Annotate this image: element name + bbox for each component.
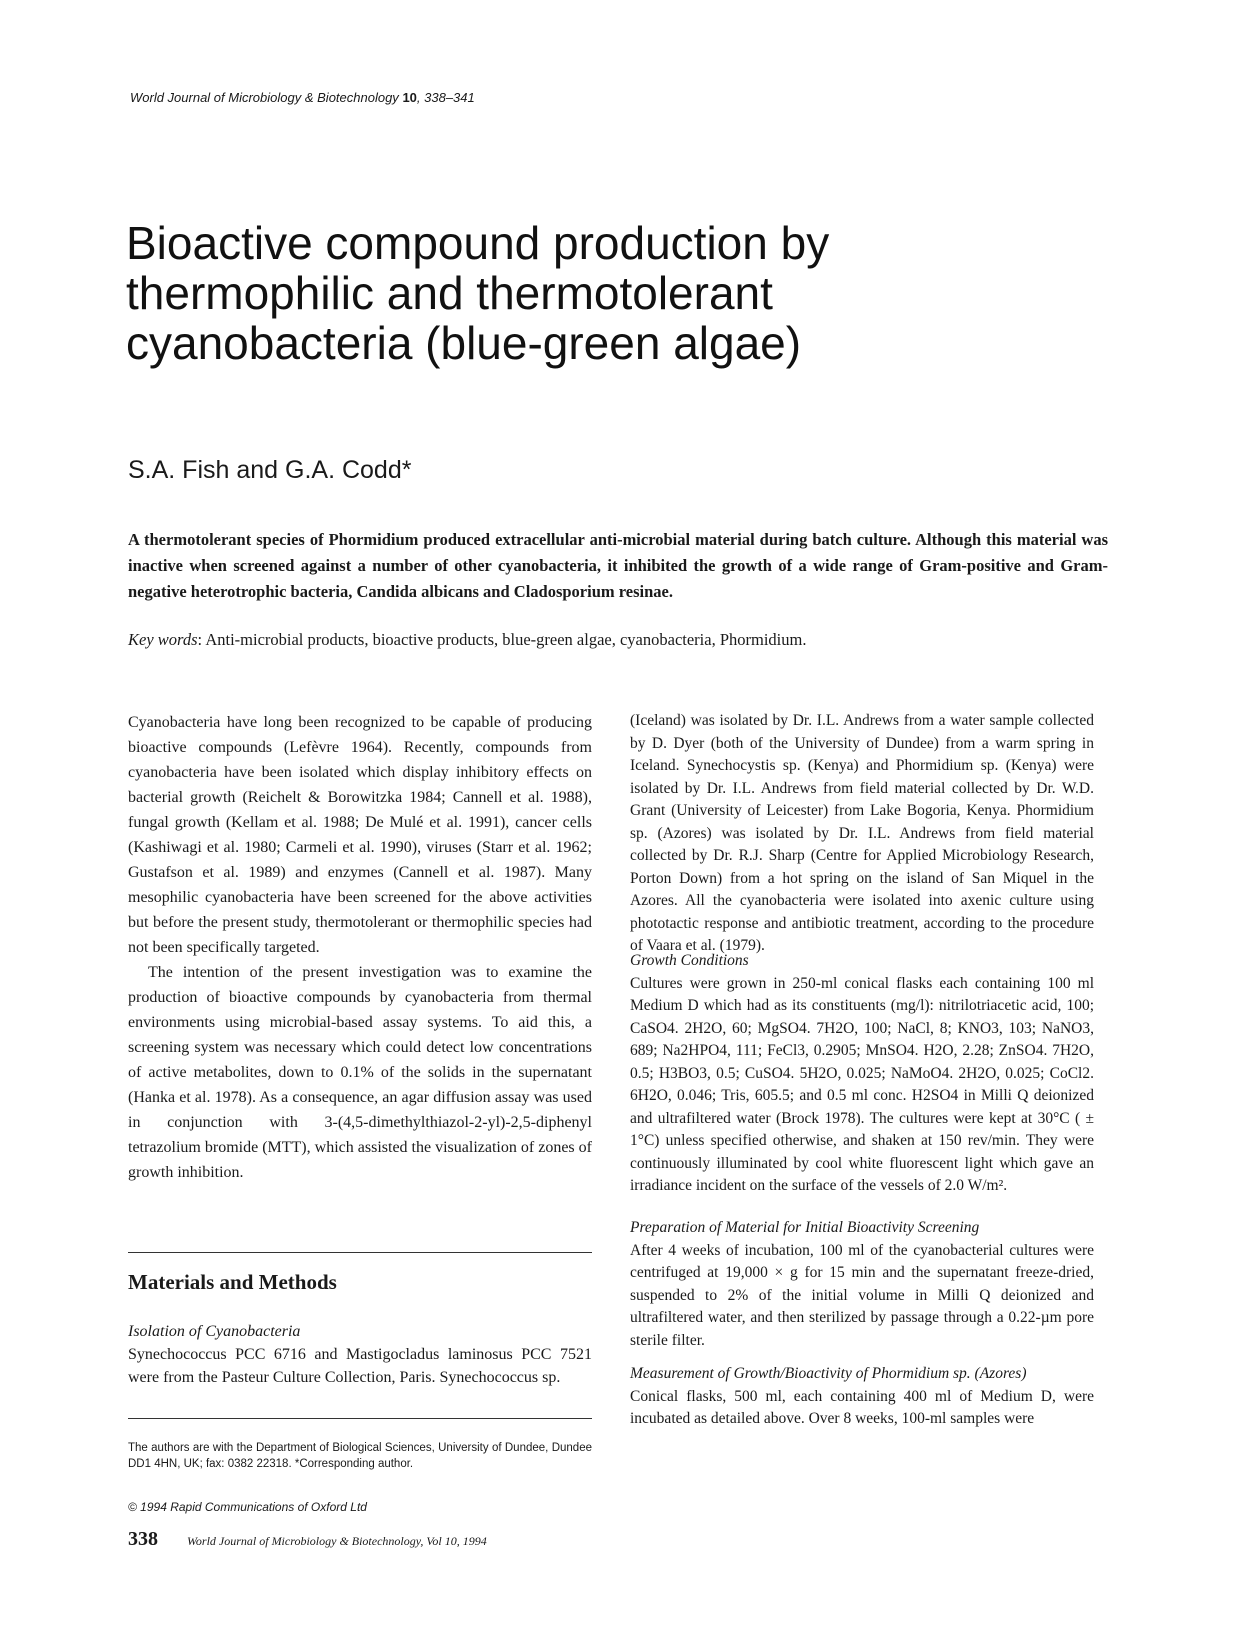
footer-journal-line: World Journal of Microbiology & Biotechnology, Vol 10, 1994: [187, 1534, 487, 1548]
intro-paragraph-1: Cyanobacteria have long been recognized to be capable of producing bioactive compounds (Lefèvre 1964). Recently, compounds from cyanobacteria have been isolated which display inhibitory effects on bacterial growth (Reichelt & Borowitzka 1984; Cannell et al. 1988), fungal growth (Kellam et al. 1988; De Mulé et al. 1991), cancer cells (Kashiwagi et al. 1980; Carmeli et al. 1990), viruses (Starr et al. 1962; Gustafson et al. 1989) and enzymes (Cannell et al. 1987). Many mesophilic cyanobacteria have been screened for the above activities but before the present study, thermotolerant or thermophilic species had not been specifically targeted.: [128, 714, 592, 956]
journal-pages: 338–341: [424, 90, 475, 105]
isolation-continued: (Iceland) was isolated by Dr. I.L. Andrews from a water sample collected by D. Dyer (both of the University of Dundee) from a warm spring in Iceland. Synechocystis sp. (Kenya) and Phormidium sp. (Kenya) were isolated by Dr. I.L. Andrews from field material collected by Dr. W.D. Grant (University of Leicester) from Lake Bogoria, Kenya. Phormidium sp. (Azores) was isolated by Dr. I.L. Andrews from field material collected by Dr. R.J. Sharp (Centre for Applied Microbiology Research, Porton Down) from a hot spring on the island of San Miquel in the Azores. All the cyanobacteria were isolated into axenic culture using phototactic response and antibiotic treatment, according to the procedure of Vaara et al. (1979).: [630, 712, 1094, 954]
measure-block: [630, 1363, 1094, 1431]
measurement-text: Conical flasks, 500 ml, each containing 400 ml of Medium D, were incubated as detailed above. Over 8 weeks, 100-ml samples were: [630, 1387, 1094, 1427]
isolation-block: [128, 1320, 592, 1389]
author-affiliation: The authors are with the Department of Biological Sciences, University of Dundee, Dundee DD1 4HN, UK; fax: 0382 22318. *Corresponding author.: [128, 1442, 592, 1470]
subheading-preparation: Preparation of Material for Initial Bioactivity Screening: [630, 1219, 980, 1236]
authors: S.A. Fish and G.A. Codd*: [128, 456, 412, 484]
left-column: [128, 710, 592, 1185]
isolation-text: Synechococcus PCC 6716 and Mastigocladus laminosus PCC 7521 were from the Pasteur Culture Collection, Paris. Synechococcus sp.: [128, 1346, 592, 1386]
journal-name: World Journal of Microbiology & Biotechnology: [130, 90, 399, 105]
growth-text: Cultures were grown in 250-ml conical flasks each containing 100 ml Medium D which had as its constituents (mg/l): nitrilotriacetic acid, 100; CaSO4. 2H2O, 60; MgSO4. 7H2O, 100; NaCl, 8; KNO3, 103; NaNO3, 689; Na2HPO4, 111; FeCl3, 0.2905; MnSO4. H2O, 2.28; ZnSO4. 7H2O, 0.5; H3BO3, 0.5; CuSO4. 5H2O, 0.025; NaMoO4. 2H2O, 0.025; CoCl2. 6H2O, 0.046; Tris, 605.5; and 0.5 ml conc. H2SO4 in Milli Q deionized and ultrafiltered water (Brock 1978). The cultures were kept at 30°C ( ± 1°C) unless specified otherwise, and shaken at 150 rev/min. They were continuously illuminated by cool white fluorescent light which gave an irradiance incident on the surface of the vessels of 2.0 W/m².: [630, 974, 1094, 1194]
section-divider: [128, 1252, 592, 1253]
journal-volume: 10: [402, 90, 417, 105]
subheading-isolation: Isolation of Cyanobacteria: [128, 1323, 301, 1340]
footnote-divider: [128, 1418, 592, 1419]
isolation-continued-block: [630, 710, 1094, 958]
keywords-label: Key words: [128, 630, 198, 649]
preparation-text: After 4 weeks of incubation, 100 ml of the cyanobacterial cultures were centrifuged at 19,000 × g for 15 min and the supernatant freeze-dried, suspended to 2% of the initial volume in Milli Q deionized and ultrafiltered water, and then sterilized by passage through a 0.22-µm pore sterile filter.: [630, 1241, 1094, 1349]
keywords-text: Anti-microbial products, bioactive products, blue-green algae, cyanobacteria, Phormidium.: [205, 630, 807, 649]
intro-paragraph-2: The intention of the present investigation was to examine the production of bioactive compounds by cyanobacteria from thermal environments using microbial-based assay systems. To aid this, a screening system was necessary which could detect low concentrations of active metabolites, down to 0.1% of the solids in the supernatant (Hanka et al. 1978). As a consequence, an agar diffusion assay was used in conjunction with 3-(4,5-dimethylthiazol-2-yl)-2,5-diphenyl tetrazolium bromide (MTT), which assisted the visualization of zones of growth inhibition.: [128, 964, 592, 1181]
subheading-growth: Growth Conditions: [630, 952, 749, 969]
running-head: World Journal of Microbiology & Biotechnology 10, 338–341: [130, 90, 475, 105]
article-title: Bioactive compound production by thermophilic and thermotolerant cyanobacteria (blue-green algae): [126, 217, 830, 369]
page-number: 338: [128, 1528, 158, 1550]
copyright: © 1994 Rapid Communications of Oxford Ltd: [128, 1500, 367, 1514]
prep-block: [630, 1217, 1094, 1352]
abstract: A thermotolerant species of Phormidium produced extracellular anti-microbial material during batch culture. Although this material was inactive when screened against a number of other cyanobacteria, it inhibited the growth of a wide range of Gram-positive and Gram-negative heterotrophic bacteria, Candida albicans and Cladosporium resinae.: [128, 530, 1108, 601]
section-heading-materials-methods: Materials and Methods: [128, 1270, 337, 1294]
keywords: Key words: Anti-microbial products, bioactive products, blue-green algae, cyanobacteria, Phormidium.: [128, 630, 807, 649]
growth-block: [630, 950, 1094, 1198]
subheading-measurement: Measurement of Growth/Bioactivity of Phormidium sp. (Azores): [630, 1365, 1027, 1382]
